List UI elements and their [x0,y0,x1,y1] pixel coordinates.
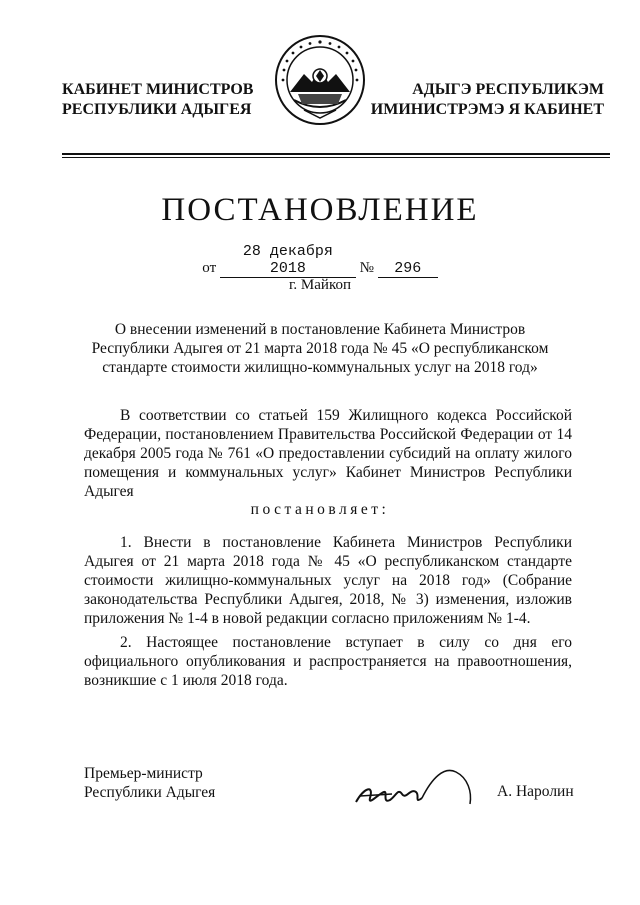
issuer-line-1-adyghe: АДЫГЭ РЕСПУБЛИКЭМ [412,81,604,98]
signer-position-line-2: Республики Адыгея [84,784,216,801]
issuer-line-2: РЕСПУБЛИКИ АДЫГЕЯ [62,101,252,118]
signer-name: А. Наролин [497,783,574,800]
date-value: 28 декабря 2018 [242,243,333,277]
city: г. Майкоп [288,277,352,293]
number-field [378,260,438,278]
item-1-text: 1. Внести в постановление Кабинета Министров Республики Адыгея от 21 марта 2018 года № 45 «О республиканском стандарте стоимости жилищно-коммунальных услуг на 2018 год» (Собрание законодательства Республики Адыгея, 2018, № 3) изменения, изложив приложения № 1-4 в новой редакции согласно приложениям № 1-4. [84,534,572,627]
item-1-paragraph [84,533,572,628]
coat-of-arms-emblem [274,34,366,126]
date-prefix: от [202,260,217,276]
number-value: 296 [394,260,422,277]
issuer-name-russian [62,80,253,120]
header-divider-thin [62,157,610,158]
handwritten-signature [352,758,482,818]
header-divider-thick [62,153,610,155]
document-title: ПОСТАНОВЛЕНИЕ [161,192,479,228]
date-number-line [0,243,640,278]
item-2-text: 2. Настоящее постановление вступает в силу со дня его официального опубликования и распространяется на правоотношения, возникшие с 1 июля 2018 года. [84,634,572,689]
document-subject: О внесении изменений в постановление Кабинета Министров Республики Адыгея от 21 марта 2018 года № 45 «О республиканском стандарте стоимости жилищно-коммунальных услуг на 2018 год» [91,321,549,376]
issuer-name-adyghe [371,80,604,120]
issuer-line-2-adyghe: ИМИНИСТРЭМЭ Я КАБИНЕТ [370,101,604,118]
issuer-line-1: КАБИНЕТ МИНИСТРОВ [62,81,254,98]
number-prefix: № [359,260,374,276]
signer-position-line-1: Премьер-министр [84,765,203,782]
resolves-heading: постановляет: [250,501,390,518]
signer-position [84,764,215,802]
date-field [220,243,356,278]
preamble-paragraph [84,406,572,501]
preamble-text: В соответствии со статьей 159 Жилищного кодекса Российской Федерации, постановлением Правительства Российской Федерации от 14 декабря 2005 года № 761 «О предоставлении субсидий на оплату жилого помещения и коммунальных услуг» Кабинет Министров Республики Адыгея [84,407,572,500]
item-2-paragraph [84,633,572,690]
